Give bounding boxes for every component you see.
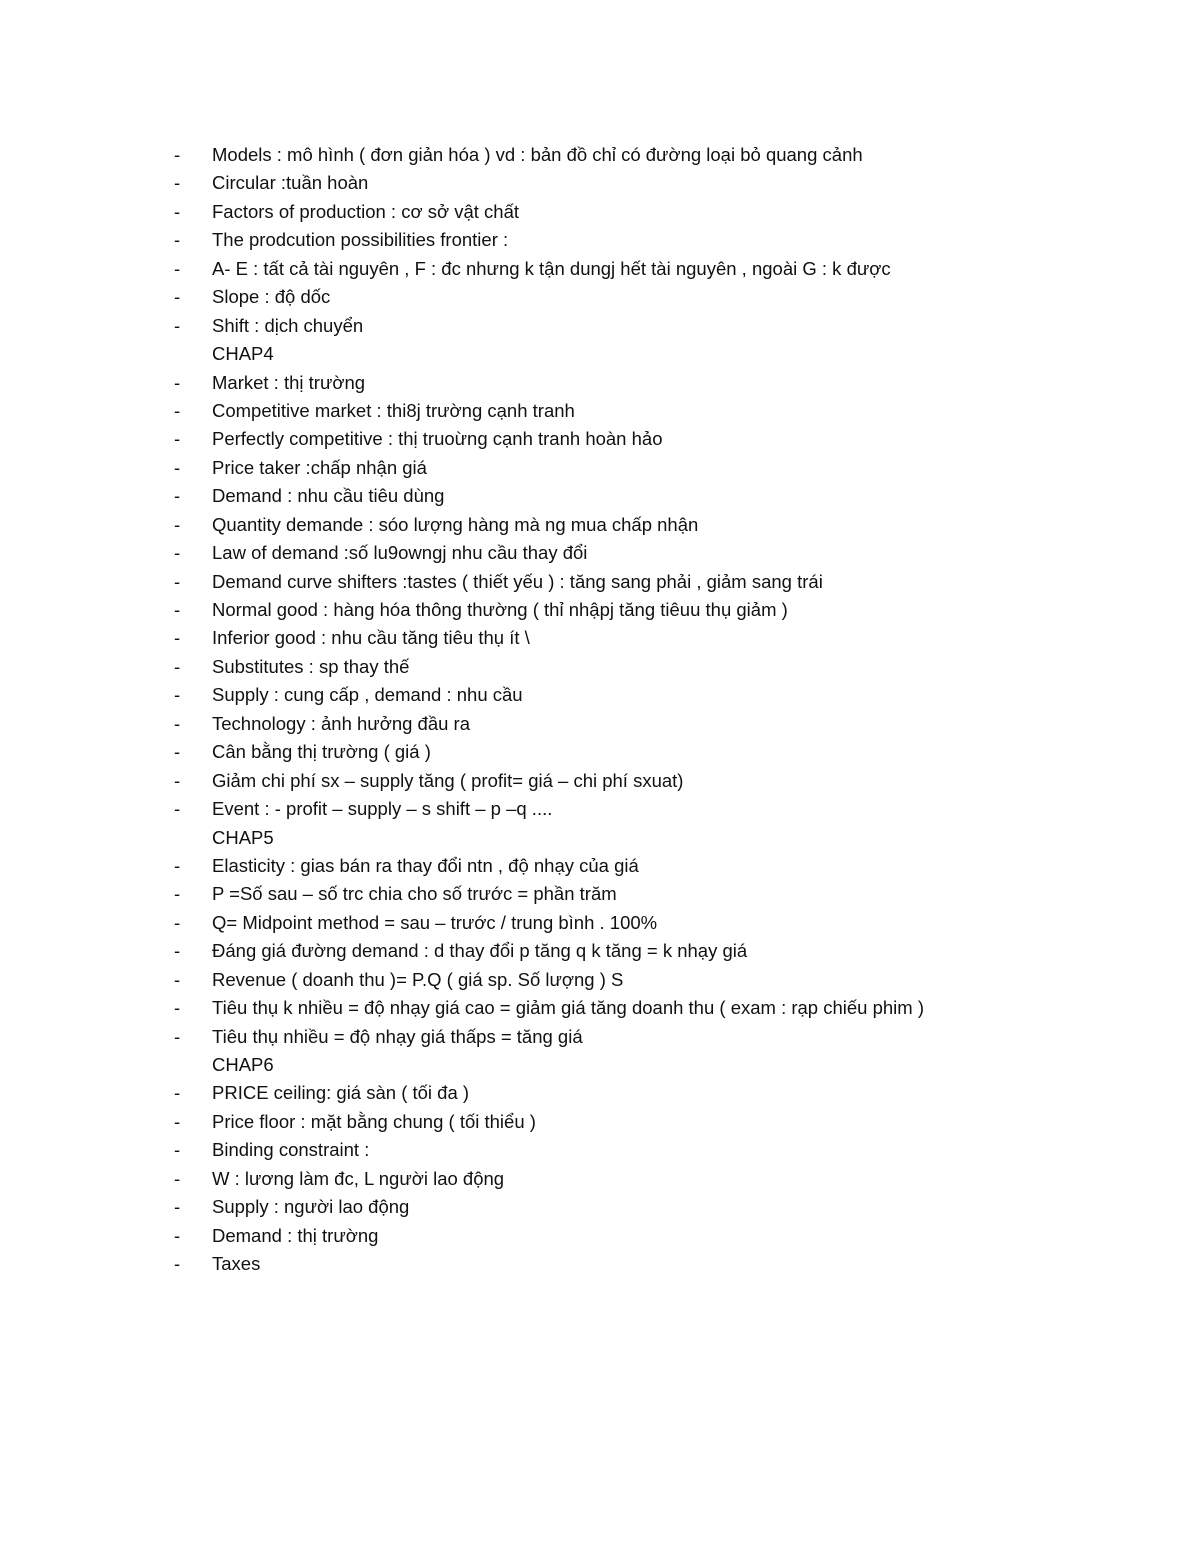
list-item [174,369,1154,397]
list-item-text: Supply : người lao động [212,1196,410,1218]
list-item [174,1165,1154,1193]
list-item-text: The prodcution possibilities frontier : [212,229,509,251]
bullet-dash: - [174,428,181,450]
list-item-text: Revenue ( doanh thu )= P.Q ( giá sp. Số lượng ) S [212,968,624,990]
list-item [174,141,1154,169]
bullet-dash: - [174,997,181,1019]
list-item [174,283,1154,311]
list-item-text: Q= Midpoint method = sau – trước / trung bình . 100% [212,911,658,933]
list-item [174,312,1154,340]
bullet-dash: - [174,798,181,820]
list-item-text: A- E : tất cả tài nguyên , F : đc nhưng k tận dungj hết tài nguyên , ngoài G : k được [212,257,891,279]
list-item-text: Đáng giá đường demand : d thay đổi p tăng q k tăng = k nhạy giá [212,940,748,962]
bullet-dash: - [174,144,181,165]
list-item [174,568,1154,596]
list-item [174,198,1154,226]
bullet-dash: - [174,456,181,478]
list-item [174,681,1154,709]
list-item [174,994,1154,1022]
list-item-text: Tiêu thụ k nhiều = độ nhạy giá cao = giảm giá tăng doanh thu ( exam : rạp chiếu phim ) [212,997,925,1019]
list-item [174,767,1154,795]
list-item-text: Demand : nhu cầu tiêu dùng [212,485,445,507]
section-heading [174,824,1154,852]
list-item [174,653,1154,681]
bullet-dash: - [174,911,181,933]
bullet-dash: - [174,257,181,279]
bullet-dash: - [174,1082,181,1104]
bullet-dash: - [174,485,181,507]
list-item-text: Factors of production : cơ sở vật chất [212,200,520,222]
bullet-dash: - [174,940,181,962]
list-item-text: Tiêu thụ nhiều = độ nhạy giá thấps = tăng giá [212,1025,583,1047]
section-heading [174,1051,1154,1079]
bullet-dash: - [174,399,181,421]
list-item-text: Price floor : mặt bằng chung ( tối thiểu ) [212,1110,536,1132]
list-item [174,169,1154,197]
list-item [174,1136,1154,1164]
list-item-text: Technology : ảnh hưởng đầu ra [212,712,470,734]
list-item [174,596,1154,624]
list-item [174,482,1154,510]
list-item-text: Models : mô hình ( đơn giản hóa ) vd : bản đồ chỉ có đường loại bỏ quang cảnh [212,144,863,165]
bullet-dash: - [174,684,181,706]
list-item [174,795,1154,823]
list-item-text: Elasticity : gias bán ra thay đổi ntn , độ nhạy của giá [212,854,639,876]
list-item-text: Competitive market : thi8j trường cạnh tranh [212,399,575,421]
list-item-text: Perfectly competitive : thị truoừng cạnh tranh hoàn hảo [212,428,663,450]
bullet-dash: - [174,229,181,251]
list-item [174,226,1154,254]
list-item-text: Cân bằng thị trường ( giá ) [212,741,431,763]
list-item [174,909,1154,937]
list-item [174,511,1154,539]
bullet-dash: - [174,968,181,990]
list-item [174,852,1154,880]
list-item-text: Supply : cung cấp , demand : nhu cầu [212,684,523,706]
list-item [174,624,1154,652]
list-item-text: P =Số sau – số trc chia cho số trước = phần trăm [212,883,617,905]
section-heading [174,340,1154,368]
bullet-dash: - [174,200,181,222]
list-item-text: PRICE ceiling: giá sàn ( tối đa ) [212,1082,470,1104]
bullet-dash: - [174,286,181,308]
list-item [174,1222,1154,1250]
bullet-dash: - [174,371,181,393]
list-item [174,937,1154,965]
section-heading-text: CHAP4 [212,343,274,365]
bullet-dash: - [174,655,181,677]
bullet-dash: - [174,883,181,905]
list-item [174,1193,1154,1221]
list-item-text: Normal good : hàng hóa thông thường ( thỉ nhậpj tăng tiêuu thụ giảm ) [212,599,788,620]
bullet-dash: - [174,1253,181,1275]
bullet-dash: - [174,627,181,649]
list-item-text: Circular :tuần hoàn [212,172,369,194]
list-item-text: Event : - profit – supply – s shift – p –q .... [212,798,553,820]
bullet-dash: - [174,1025,181,1047]
bullet-dash: - [174,1224,181,1246]
bullet-dash: - [174,570,181,592]
bullet-dash: - [174,513,181,535]
bullet-dash: - [174,599,181,620]
bullet-dash: - [174,741,181,763]
list-item [174,1023,1154,1051]
list-item-text: Demand curve shifters :tastes ( thiết yếu ) : tăng sang phải , giảm sang trái [212,570,823,592]
bullet-dash: - [174,1167,181,1189]
list-item [174,454,1154,482]
section-heading-text: CHAP6 [212,1054,274,1075]
list-item-text: Giảm chi phí sx – supply tăng ( profit= giá – chi phí sxuat) [212,769,684,791]
list-item-text: Taxes [212,1253,261,1275]
bullet-dash: - [174,769,181,791]
list-item [174,880,1154,908]
list-item [174,966,1154,994]
list-item [174,710,1154,738]
list-item [174,255,1154,283]
list-item [174,1250,1154,1278]
list-item [174,1108,1154,1136]
list-item-text: Quantity demande : sóo lượng hàng mà ng mua chấp nhận [212,513,699,535]
list-item-text: Price taker :chấp nhận giá [212,456,427,478]
list-item-text: Inferior good : nhu cầu tăng tiêu thụ ít \ [212,627,530,649]
list-item [174,738,1154,766]
list-item-text: W : lương làm đc, L người lao động [212,1167,505,1189]
list-item-text: Slope : độ dốc [212,286,331,308]
list-item-text: Market : thị trường [212,371,366,393]
bullet-dash: - [174,712,181,734]
list-item-text: Binding constraint : [212,1139,370,1161]
bullet-dash: - [174,1110,181,1132]
section-heading-text: CHAP5 [212,826,274,848]
bullet-dash: - [174,854,181,876]
list-item [174,397,1154,425]
list-item [174,425,1154,453]
bullet-dash: - [174,1139,181,1161]
bullet-dash: - [174,542,181,564]
bullet-dash: - [174,1196,181,1218]
list-item-text: Demand : thị trường [212,1224,379,1246]
bullet-dash: - [174,314,181,336]
bullet-dash: - [174,172,181,194]
list-item-text: Substitutes : sp thay thế [212,655,410,677]
notes-list [174,141,1154,1279]
list-item [174,1079,1154,1107]
list-item-text: Shift : dịch chuyển [212,314,364,336]
list-item-text: Law of demand :số lu9owngj nhu cầu thay đổi [212,542,588,564]
list-item [174,539,1154,567]
